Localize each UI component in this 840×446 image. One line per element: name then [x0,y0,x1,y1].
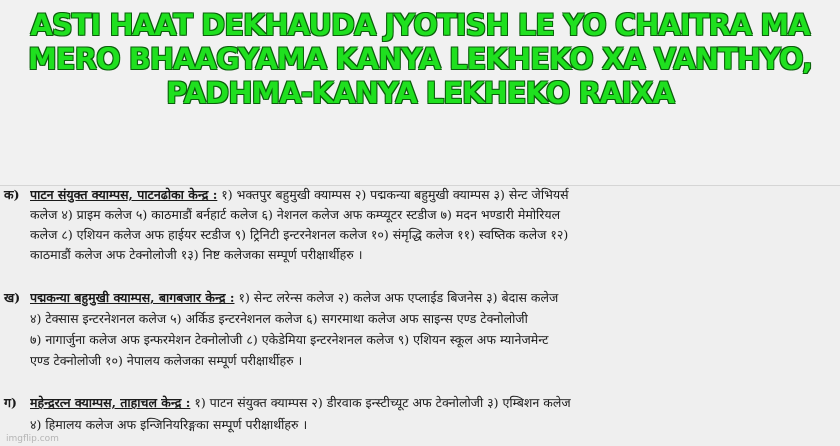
meme-caption-area [0,0,840,185]
section-ga-marker: ग) [4,395,17,410]
section-kha-marker: ख) [4,290,21,305]
watermark: imgflip.com [6,434,59,444]
section-kha-text: १) सेन्ट लरेन्स कलेज २) कलेज अफ एप्लाईड बिजनेस ३) बेदास कलेज [234,290,559,305]
section-ga-text: १) पाटन संयुक्त क्याम्पस २) डीरवाक इन्स्टीच्यूट अफ टेक्नोलोजी ३) एम्बिशन कलेज [190,395,571,410]
section-ka-marker: क) [4,187,20,202]
section-ga-heading: महेन्द्ररत्न क्याम्पस, ताहाचल केन्द्र : [30,395,191,410]
section-kha-heading: पद्मकन्या बहुमुखी क्याम्पस, बागबजार केन्द्र : [30,290,235,305]
scanned-notice-document: क) पाटन संयुक्त क्याम्पस, पाटनढोका केन्द्र : १) भक्तपुर बहुमुखी क्याम्पस २) पद्मकन्या बहुमुखी क्याम्पस ३) सेन्ट जेभियर्स कलेज ४) प्राइम कलेज ५) काठमाडौं बर्नहार्ट कलेज ६) नेशनल कलेज अफ कम्प्यूटर स्टडीज ७) मदन भण्डारी मेमोरियल कलेज ८) एशियन कलेज अफ हाईयर स्टडीज ९) ट्रिनिटी इन्टरनेशनल कलेज १०) संमृद्धि कलेज ११) स्वष्तिक कलेज १२) काठमाडौं कलेज अफ टेक्नोलोजी १३) निष्ट कलेजका सम्पूर्ण परीक्षार्थीहरु । ख) पद्मकन्या बहुमुखी क्याम्पस, बागबजार केन्द्र : १) सेन्ट लरेन्स कलेज २) कलेज अफ एप्लाईड बिजनेस ३) बेदास कलेज ४) टेक्सास इन्टरनेशनल कलेज ५) अर्किड इन्टरनेशनल कलेज ६) सगरमाथा कलेज अफ साइन्स एण्ड टेक्नोलोजी ७) नागार्जुना कलेज अफ इन्फरमेशन टेक्नोलोजी ८) एकेडेमिया इन्टरनेशनल कलेज ९) एशियन स्कूल अफ म्यानेजमेन्ट एण्ड टेक्नोलोजी १०) नेपालय कलेजका सम्पूर्ण परीक्षार्थीहरु । ग) महेन्द्ररत्न क्याम्पस, ताहाचल केन्द्र : १) पाटन संयुक्त क्याम्पस २) डीरवाक इन्स्टीच्यूट अफ टेक्नोलोजी ३) एम्बिशन कलेज ४) हिमालय कलेज अफ इन्जिनियरिङ्गका सम्पूर्ण परीक्षार्थीहरु । imgflip.com [0,185,840,446]
section-ka-heading: पाटन संयुक्त क्याम्पस, पाटनढोका केन्द्र : [30,187,218,202]
meme-caption: ASTI HAAT DEKHAUDA JYOTISH LE YO CHAITRA MA MERO BHAAGYAMA KANYA LEKHEKO XA VANTHYO, PADHMA-KANYA LEKHEKO RAIXA [27,8,813,110]
section-ka-text: १) भक्तपुर बहुमुखी क्याम्पस २) पद्मकन्या बहुमुखी क्याम्पस ३) सेन्ट जेभियर्स [217,187,569,202]
